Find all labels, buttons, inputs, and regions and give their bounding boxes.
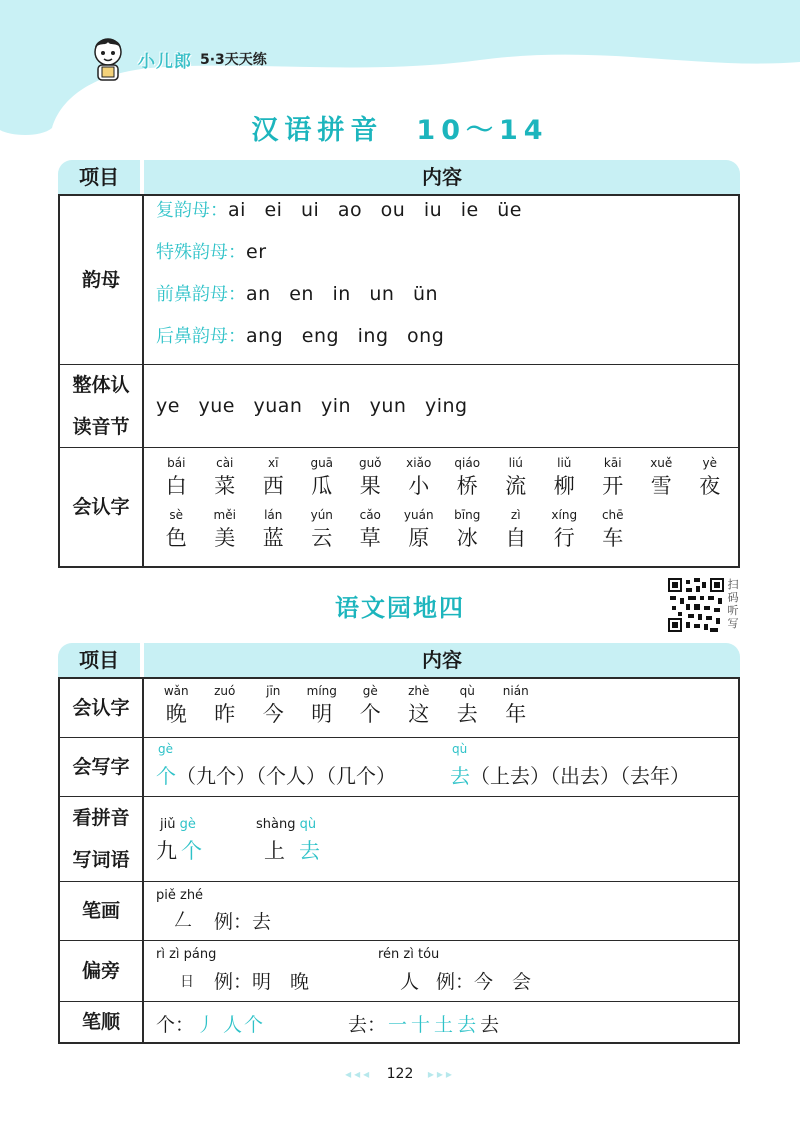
hanzi: 白 [165,474,187,498]
pinyin: yè [702,456,717,470]
bishun-content [144,1002,738,1042]
pinyin: bīng [454,508,481,522]
hanzi: 昨 [214,702,236,726]
pinyin: qù [459,684,475,698]
yunmu-line [156,196,738,238]
pianpang-content [144,941,738,1001]
yunmu-tag: 前鼻韵母： [156,284,246,305]
pinyin: xī [268,456,279,470]
footer-arrows-left-icon: ◂◂◂ [345,1067,373,1081]
char-item [443,506,492,552]
section-title-pinyin: 汉语拼音 10～14 [251,115,549,146]
hanzi: 瓜 [311,474,333,498]
pinyin: piě zhé [156,888,204,903]
stroke-step: 十 [411,1014,431,1036]
hanzi: 晚 [165,702,187,726]
char-grid-row [152,448,738,500]
bihua-content [144,882,738,940]
row-label-line: 读音节 [72,416,130,438]
char-item [637,454,686,500]
zhengti-content [144,365,738,447]
hanzi: 蓝 [262,526,284,550]
row-label-line: 看拼音 [72,807,130,829]
header-item: 项目 [58,160,140,194]
pinyin: zuó [214,684,236,698]
row-label: 会认字 [60,448,144,566]
row-label [60,797,144,881]
footer-arrows-right-icon: ▸▸▸ [427,1067,455,1081]
hanzi: 自 [505,526,527,550]
pinyin: qù [299,817,317,832]
pinyin: guā [310,456,334,470]
pinyin: míng [306,684,337,698]
char-item [346,454,395,500]
hanzi: 云 [311,526,333,550]
table-row-renzi [60,679,738,737]
stroke-order-ge [156,1010,263,1037]
hanzi: 上 [264,839,299,863]
pinyin: liú [508,456,523,470]
pinyin: jīn [266,684,281,698]
stroke-example: 例：去 [214,911,272,933]
kanpinyin-content [144,797,738,881]
header-content: 内容 [144,160,740,194]
hanzi: 去 [456,702,478,726]
stroke-step: 丿 [196,1014,216,1036]
pinyin: rén zì tóu [378,947,440,962]
radical-glyph: 人 [400,971,420,993]
hanzi: 菜 [214,474,236,498]
page-number: 122 [386,1066,414,1082]
stroke-step: 去 [480,1014,500,1036]
char-item [346,506,395,552]
word-chars [264,835,334,865]
word-pinyin [256,817,316,832]
radical-example: 例：明 晚 [214,971,310,993]
stroke-step: 一 [388,1014,408,1036]
xiezi-char: 去 [450,764,470,788]
pinyin: rì zì páng [156,947,217,962]
xiezi-words: （九个）（个人）（几个） [176,764,396,788]
char-item [152,506,201,552]
hanzi: 原 [408,526,430,550]
table-row-pianpang [60,940,738,1001]
row-label: 会写字 [60,738,144,796]
xiezi-content [144,738,738,796]
stroke-step: 人 [223,1014,243,1036]
yunmu-tag: 特殊韵母： [156,242,246,263]
hanzi: 小 [408,474,430,498]
char-item [492,454,541,500]
pinyin: jiǔ [160,817,176,832]
header-item: 项目 [58,643,140,677]
hanzi: 车 [602,526,624,550]
zhengti-value: ye yue yuan yin yun ying [156,395,468,417]
stroke-order-char: 去： [348,1014,387,1036]
xiezi-group [450,760,690,789]
row-label [60,365,144,447]
hanzi: 流 [505,474,527,498]
pinyin: cài [216,456,234,470]
pinyin: kāi [603,456,622,470]
hanzi: 色 [165,526,187,550]
hanzi: 明 [311,702,333,726]
yunmu-line [156,280,738,322]
renzi-content [144,679,738,737]
hanzi: 行 [553,526,575,550]
char-grid-row [152,500,738,552]
yunmu-line [156,322,738,364]
pinyin: měi [213,508,236,522]
char-item [395,506,444,552]
char-item [443,682,492,728]
xiezi-words: （上去）（出去）（去年） [470,764,690,788]
radical-glyph: 日 [180,974,194,990]
stroke-step: 土 [434,1014,454,1036]
table-header [58,643,740,677]
pinyin: yún [310,508,333,522]
hanzi: 草 [359,526,381,550]
pinyin: guǒ [358,456,382,470]
char-item [249,506,298,552]
hanzi: 桥 [456,474,478,498]
row-label-line: 整体认 [72,374,130,396]
table-row-zhengti [60,364,738,447]
hanzi: 冰 [456,526,478,550]
char-item [201,682,250,728]
word-pinyin [160,817,196,832]
pinyin: zhè [408,684,430,698]
stroke-glyph: 𠃋 [174,910,192,931]
char-item [298,454,347,500]
char-item [152,682,201,728]
char-item [249,682,298,728]
pinyin: lán [264,508,283,522]
char-item [540,454,589,500]
yunmu-value: ang eng ing ong [246,325,445,347]
header-content: 内容 [144,643,740,677]
qr-code-caption: 扫码听写 [727,578,739,630]
row-label: 笔顺 [60,1002,144,1042]
pinyin: qù [452,742,468,756]
renzi-content [144,448,738,566]
table-row-bishun [60,1001,738,1042]
table-row-renzi [60,447,738,566]
stroke-order-char: 个： [156,1014,195,1036]
brand-name: 小儿郎 [138,51,192,72]
pinyin: xiǎo [406,456,432,470]
table-header [58,160,740,194]
stroke-step: 去 [457,1014,477,1036]
pinyin: gè [179,817,196,832]
table-row-xiezi [60,737,738,796]
hanzi: 美 [214,526,236,550]
hanzi: 个 [181,839,206,863]
char-item [540,506,589,552]
qr-code-icon[interactable] [668,578,724,632]
hanzi: 去 [299,839,334,863]
hanzi: 西 [262,474,284,498]
table-row-bihua [60,881,738,940]
char-item [686,454,735,500]
char-item [249,454,298,500]
yunmu-line [156,238,738,280]
xiezi-char: 个 [156,764,176,788]
yunmu-value: er [246,241,267,263]
char-item [298,682,347,728]
row-label: 韵母 [60,196,144,364]
hanzi: 这 [408,702,430,726]
char-grid-row [152,679,738,728]
table-body [58,677,740,1044]
pinyin: nián [502,684,529,698]
page-footer [0,1066,800,1082]
pinyin: gè [158,742,173,756]
char-item [443,454,492,500]
pinyin: gè [362,684,378,698]
pinyin: yuán [403,508,434,522]
char-item [298,506,347,552]
row-label: 会认字 [60,679,144,737]
yunmu-tag: 后鼻韵母： [156,326,246,347]
yunmu-value: ai ei ui ao ou iu ie üe [228,199,522,221]
radical-example: 例：今 会 [436,971,532,993]
hanzi: 雪 [650,474,672,498]
pinyin: shàng [256,817,296,832]
hanzi: 今 [262,702,284,726]
pinyin: zì [510,508,521,522]
char-item [152,454,201,500]
pinyin: xuě [650,456,673,470]
char-item [589,506,638,552]
hanzi: 柳 [553,474,575,498]
pinyin: wǎn [163,684,189,698]
yunmu-tag: 复韵母： [156,200,228,221]
table-body [58,194,740,568]
yunmu-value: an en in un ün [246,283,439,305]
garden-table [58,643,740,1044]
char-item [346,682,395,728]
brand-header [86,34,267,84]
pinyin-table [58,160,740,568]
row-label: 笔画 [60,882,144,940]
section-title-garden: 语文园地四 [335,594,465,622]
char-item [201,506,250,552]
pinyin: xíng [551,508,578,522]
char-item [492,506,541,552]
char-item [395,454,444,500]
yunmu-content [144,196,738,364]
brand-subtitle: 5·3天天练 [200,52,267,68]
pinyin: liǔ [557,456,572,470]
pinyin: chē [601,508,624,522]
hanzi: 个 [359,702,381,726]
pinyin: sè [169,508,184,522]
table-row-yunmu [60,196,738,364]
stroke-order-qu [348,1010,499,1037]
xiezi-group [156,760,396,789]
hanzi: 九 [156,839,181,863]
table-row-kanpinyin [60,796,738,881]
row-label-line: 写词语 [72,849,130,871]
word-chars [156,835,206,865]
pinyin: qiáo [454,456,481,470]
char-item [589,454,638,500]
hanzi: 果 [359,474,381,498]
char-item [395,682,444,728]
mascot-boy-icon [86,34,130,84]
stroke-step: 个 [244,1014,264,1036]
pinyin: cǎo [359,508,381,522]
row-label: 偏旁 [60,941,144,1001]
hanzi: 年 [505,702,527,726]
pinyin: bái [167,456,186,470]
hanzi: 开 [602,474,624,498]
char-item [201,454,250,500]
char-item [492,682,541,728]
hanzi: 夜 [699,474,721,498]
